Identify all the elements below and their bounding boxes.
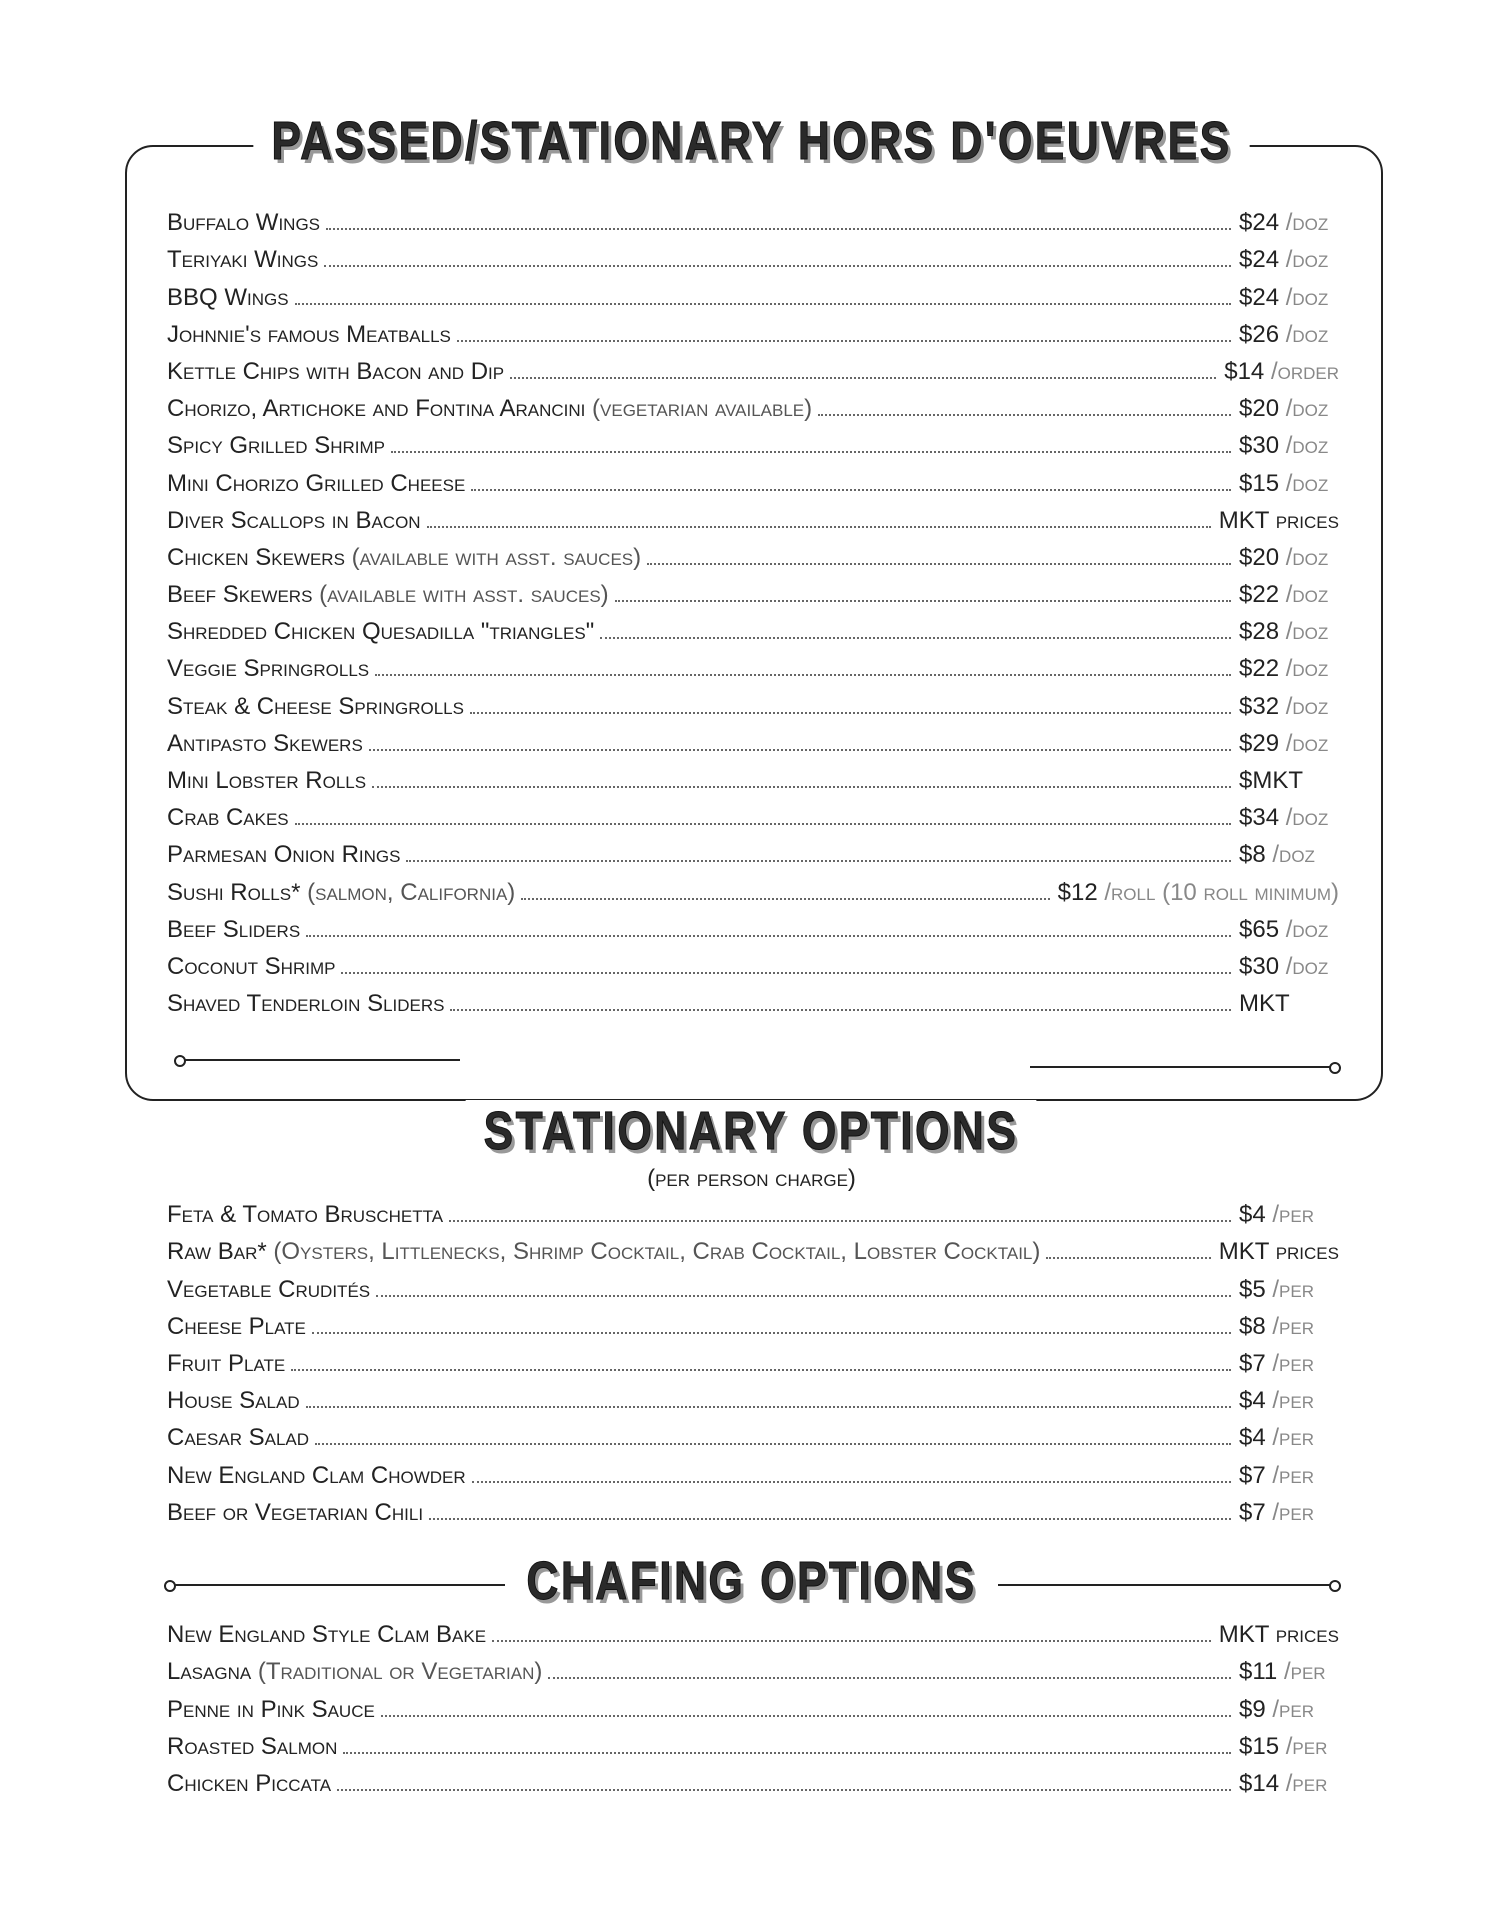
- item-name-text: BBQ Wings: [167, 283, 289, 311]
- price-unit: /doz: [1285, 804, 1329, 832]
- item-name: [167, 916, 300, 944]
- price-value: $65: [1239, 915, 1280, 943]
- item-name-text: Coconut Shrimp: [167, 952, 336, 980]
- stationary-title-wrap: [0, 1100, 1503, 1162]
- item-name-text: Roasted Salmon: [167, 1732, 338, 1760]
- item-price: [1239, 1276, 1339, 1304]
- menu-item: [167, 200, 1339, 237]
- menu-item: [167, 535, 1339, 572]
- item-name-text: Vegetable Crudités: [167, 1275, 371, 1303]
- item-note: (Traditional or Vegetarian): [257, 1658, 543, 1686]
- item-name-text: Spicy Grilled Shrimp: [167, 432, 385, 460]
- item-price: [1239, 1770, 1339, 1798]
- dot-leader: [647, 563, 1231, 565]
- price-unit: /per: [1272, 1461, 1314, 1489]
- hors-list: [167, 200, 1339, 1018]
- item-name: [167, 879, 515, 907]
- item-name-text: Chicken Skewers: [167, 543, 345, 571]
- chafing-list: [167, 1612, 1339, 1798]
- menu-item: [167, 349, 1339, 386]
- item-name-text: Beef or Vegetarian Chili: [167, 1498, 424, 1526]
- item-note: (Oysters, Littlenecks, Shrimp Cocktail, Crab Cocktail, Lobster Cocktail): [273, 1238, 1041, 1266]
- item-price: [1239, 470, 1339, 498]
- price-value: $14: [1239, 1769, 1280, 1797]
- item-name-text: Johnnie's famous Meatballs: [167, 320, 451, 348]
- item-name: [167, 321, 451, 349]
- stationary-list: [167, 1192, 1339, 1527]
- price-unit: /doz: [1285, 432, 1329, 460]
- item-name-text: Chicken Piccata: [167, 1769, 332, 1797]
- price-value: $8: [1239, 1312, 1266, 1340]
- dot-leader: [306, 935, 1231, 937]
- price-unit: /doz: [1285, 655, 1329, 683]
- price-unit: /per: [1272, 1498, 1314, 1526]
- item-name-text: New England Style Clam Bake: [167, 1621, 487, 1649]
- item-name: [167, 1658, 542, 1686]
- dot-leader: [492, 1640, 1211, 1642]
- item-price: [1239, 1350, 1339, 1378]
- menu-item: [167, 869, 1339, 906]
- price-value: MKT: [1239, 990, 1290, 1018]
- item-price: [1239, 284, 1339, 312]
- price-unit: /per: [1272, 1275, 1314, 1303]
- item-name: [167, 432, 385, 460]
- item-name-text: Veggie Springrolls: [167, 655, 370, 683]
- flourish-divider: [1030, 1066, 1335, 1068]
- price-unit: /per: [1285, 1732, 1328, 1760]
- section-title-hors: PASSED/STATIONARY HORS D'OEUVRES: [253, 110, 1249, 172]
- price-value: $MKT: [1239, 767, 1304, 794]
- flourish-divider: [180, 1059, 460, 1061]
- item-price: [1239, 432, 1339, 460]
- price-value: $14: [1224, 357, 1265, 385]
- dot-leader: [615, 600, 1231, 602]
- dot-leader: [372, 786, 1231, 788]
- menu-item: [167, 1761, 1339, 1798]
- item-name: [167, 1621, 486, 1649]
- item-name: [167, 507, 421, 535]
- dot-leader: [548, 1677, 1231, 1679]
- price-unit: /doz: [1272, 841, 1315, 869]
- menu-item: [167, 1304, 1339, 1341]
- item-price: [1239, 1313, 1339, 1341]
- menu-item: [167, 832, 1339, 869]
- menu-item: [167, 1490, 1339, 1527]
- item-price: [1239, 1387, 1339, 1415]
- item-price: [1239, 209, 1339, 237]
- item-name-text: Beef Sliders: [167, 915, 301, 943]
- item-price: [1239, 246, 1339, 274]
- menu-item: [167, 795, 1339, 832]
- item-price: [1239, 395, 1339, 423]
- price-unit: /per: [1272, 1695, 1314, 1723]
- item-price: [1224, 358, 1339, 386]
- item-name: [167, 1387, 300, 1415]
- menu-item: [167, 1266, 1339, 1303]
- item-note: (available with asst. sauces): [319, 581, 609, 609]
- dot-leader: [343, 1752, 1231, 1754]
- menu-item: [167, 1378, 1339, 1415]
- price-unit: /per: [1285, 1769, 1328, 1797]
- price-value: $24: [1239, 283, 1280, 311]
- price-unit: /per: [1272, 1349, 1314, 1377]
- price-value: $15: [1239, 469, 1280, 497]
- price-unit: /doz: [1285, 395, 1329, 423]
- menu-item: [167, 907, 1339, 944]
- item-price: [1239, 618, 1339, 646]
- item-name-text: Antipasto Skewers: [167, 729, 363, 757]
- dot-leader: [470, 712, 1231, 714]
- item-price: [1239, 730, 1339, 758]
- price-unit: /doz: [1285, 320, 1329, 348]
- item-name: [167, 804, 289, 832]
- item-name-text: Feta & Tomato Bruschetta: [167, 1201, 444, 1229]
- menu-item: [167, 1649, 1339, 1686]
- menu-item: [167, 944, 1339, 981]
- item-name: [167, 544, 641, 572]
- price-unit: /doz: [1285, 543, 1329, 571]
- item-name: [167, 1201, 443, 1229]
- item-name: [167, 358, 504, 386]
- item-name: [167, 1499, 423, 1527]
- menu-item: [167, 312, 1339, 349]
- price-value: $26: [1239, 320, 1280, 348]
- menu-item: [167, 1686, 1339, 1723]
- item-price: [1239, 1733, 1339, 1761]
- item-name: [167, 1350, 285, 1378]
- chafing-title-wrap: [0, 1550, 1503, 1612]
- price-unit: /order: [1270, 357, 1339, 385]
- item-price: [1239, 1499, 1339, 1527]
- menu-item: [167, 1341, 1339, 1378]
- price-value: $34: [1239, 804, 1280, 832]
- item-name-text: Buffalo Wings: [167, 209, 321, 237]
- item-price: [1239, 581, 1339, 609]
- menu-item: [167, 460, 1339, 497]
- price-value: $4: [1239, 1424, 1266, 1452]
- item-price: [1239, 1658, 1339, 1686]
- item-price: [1239, 1462, 1339, 1490]
- item-name-text: New England Clam Chowder: [167, 1461, 466, 1489]
- item-price: [1239, 693, 1339, 721]
- menu-item: [167, 386, 1339, 423]
- item-price: [1239, 841, 1339, 869]
- stationary-subtitle: (per person charge): [647, 1165, 856, 1192]
- price-unit: /doz: [1285, 246, 1329, 274]
- dot-leader: [375, 674, 1231, 676]
- item-name-text: Parmesan Onion Rings: [167, 841, 401, 869]
- item-name: [167, 1313, 306, 1341]
- dot-leader: [376, 1295, 1231, 1297]
- item-name: [167, 655, 369, 683]
- dot-leader: [427, 526, 1211, 528]
- item-name: [167, 470, 465, 498]
- dot-leader: [521, 898, 1049, 900]
- price-value: $28: [1239, 618, 1280, 646]
- menu-item: [167, 1724, 1339, 1761]
- menu-item: [167, 1452, 1339, 1489]
- price-unit: /doz: [1285, 618, 1329, 646]
- item-name-text: Teriyaki Wings: [167, 246, 319, 274]
- item-name: [167, 730, 363, 758]
- item-name: [167, 1696, 375, 1724]
- dot-leader: [1046, 1257, 1210, 1259]
- menu-item: [167, 1229, 1339, 1266]
- dot-leader: [391, 451, 1231, 453]
- dot-leader: [291, 1369, 1231, 1371]
- price-value: $24: [1239, 209, 1280, 237]
- dot-leader: [326, 228, 1231, 230]
- price-value: $7: [1239, 1498, 1266, 1526]
- item-name-text: Beef Skewers: [167, 581, 313, 609]
- item-price: [1239, 544, 1339, 572]
- price-value: $9: [1239, 1695, 1266, 1723]
- price-unit: /per: [1272, 1387, 1314, 1415]
- dot-leader: [600, 637, 1231, 639]
- item-price: [1239, 1696, 1339, 1724]
- dot-leader: [324, 265, 1231, 267]
- item-name-text: Fruit Plate: [167, 1349, 286, 1377]
- item-name-text: Raw Bar*: [167, 1238, 267, 1266]
- item-name-text: Mini Chorizo Grilled Cheese: [167, 469, 466, 497]
- price-value: $22: [1239, 655, 1280, 683]
- price-value: $4: [1239, 1201, 1266, 1229]
- item-name: [167, 395, 812, 423]
- item-price: [1058, 879, 1339, 907]
- item-name: [167, 841, 400, 869]
- item-price: [1239, 321, 1339, 349]
- item-name-text: House Salad: [167, 1387, 300, 1415]
- menu-item: [167, 758, 1339, 795]
- dot-leader: [315, 1443, 1231, 1445]
- item-name: [167, 953, 335, 981]
- item-name-text: Sushi Rolls*: [167, 878, 301, 906]
- price-value: $5: [1239, 1275, 1266, 1303]
- item-price: [1239, 1201, 1339, 1229]
- item-price: [1219, 1238, 1339, 1266]
- item-name-text: Shaved Tenderloin Sliders: [167, 990, 445, 1018]
- price-value: $29: [1239, 729, 1280, 757]
- menu-item: [167, 498, 1339, 535]
- menu-item: [167, 981, 1339, 1018]
- item-name-text: Caesar Salad: [167, 1424, 310, 1452]
- menu-item: [167, 572, 1339, 609]
- item-note: (vegetarian available): [592, 395, 813, 423]
- item-name-text: Lasagna: [167, 1658, 252, 1686]
- item-name-text: Cheese Plate: [167, 1312, 306, 1340]
- item-note: (available with asst. sauces): [351, 543, 642, 571]
- price-value: $30: [1239, 432, 1280, 460]
- item-name: [167, 1424, 309, 1452]
- menu-item: [167, 237, 1339, 274]
- dot-leader: [381, 1715, 1231, 1717]
- item-name: [167, 581, 609, 609]
- price-value: $24: [1239, 246, 1280, 274]
- item-name-text: Chorizo, Artichoke and Fontina Arancini: [167, 395, 586, 423]
- dot-leader: [295, 303, 1231, 305]
- dot-leader: [369, 749, 1231, 751]
- price-unit: /roll (10 roll minimum): [1104, 878, 1339, 906]
- section-title-stationary: STATIONARY OPTIONS: [466, 1100, 1037, 1162]
- price-unit: /per: [1283, 1658, 1326, 1686]
- item-name-text: Mini Lobster Rolls: [167, 767, 367, 794]
- item-name: [167, 1462, 466, 1490]
- price-value: $7: [1239, 1461, 1266, 1489]
- price-value: $11: [1239, 1658, 1278, 1686]
- dot-leader: [449, 1220, 1231, 1222]
- price-unit: /per: [1272, 1312, 1314, 1340]
- dot-leader: [510, 377, 1216, 379]
- item-price: [1239, 916, 1339, 944]
- item-name: [167, 618, 594, 646]
- item-name: [167, 284, 289, 312]
- dot-leader: [406, 860, 1231, 862]
- price-unit: /doz: [1285, 283, 1329, 311]
- dot-leader: [450, 1009, 1231, 1011]
- price-unit: /per: [1272, 1424, 1314, 1452]
- dot-leader: [429, 1518, 1231, 1520]
- price-value: $22: [1239, 581, 1280, 609]
- item-price: [1239, 953, 1339, 981]
- menu-item: [167, 423, 1339, 460]
- price-value: $15: [1239, 1732, 1280, 1760]
- item-price: [1239, 804, 1339, 832]
- price-unit: /doz: [1285, 729, 1329, 757]
- menu-item: [167, 1415, 1339, 1452]
- dot-leader: [337, 1789, 1231, 1791]
- price-unit: /doz: [1285, 469, 1329, 497]
- dot-leader: [306, 1406, 1231, 1408]
- item-name: [167, 209, 320, 237]
- price-unit: /doz: [1285, 692, 1329, 720]
- dot-leader: [295, 823, 1231, 825]
- price-value: MKT prices: [1218, 506, 1339, 534]
- menu-item: [167, 609, 1339, 646]
- dot-leader: [312, 1332, 1231, 1334]
- price-value: MKT prices: [1218, 1621, 1339, 1649]
- price-value: $4: [1239, 1387, 1266, 1415]
- dot-leader: [341, 972, 1231, 974]
- price-unit: /doz: [1285, 581, 1329, 609]
- dot-leader: [457, 340, 1231, 342]
- price-unit: /per: [1272, 1201, 1314, 1229]
- item-name-text: Crab Cakes: [167, 804, 289, 832]
- item-name: [167, 693, 464, 721]
- dot-leader: [471, 489, 1231, 491]
- dot-leader: [818, 414, 1231, 416]
- item-name: [167, 246, 318, 274]
- price-value: $7: [1239, 1349, 1266, 1377]
- item-price: [1219, 1621, 1339, 1649]
- price-unit: /doz: [1285, 952, 1329, 980]
- menu-item: [167, 274, 1339, 311]
- dot-leader: [472, 1481, 1231, 1483]
- item-name: [167, 1733, 337, 1761]
- item-name-text: Diver Scallops in Bacon: [167, 506, 421, 534]
- price-value: $30: [1239, 952, 1280, 980]
- item-note: (salmon, California): [307, 878, 516, 906]
- item-price: [1239, 655, 1339, 683]
- hors-title-wrap: [0, 110, 1503, 172]
- price-value: $12: [1057, 878, 1098, 906]
- item-price: [1219, 507, 1339, 535]
- item-name: [167, 1770, 331, 1798]
- menu-item: [167, 1192, 1339, 1229]
- section-title-chafing: CHAFING OPTIONS: [508, 1550, 994, 1612]
- item-price: [1239, 767, 1339, 795]
- price-unit: /doz: [1285, 209, 1329, 237]
- price-value: $8: [1239, 841, 1266, 869]
- item-name-text: Kettle Chips with Bacon and Dip: [167, 357, 505, 385]
- menu-item: [167, 721, 1339, 758]
- item-name: [167, 990, 444, 1018]
- item-name-text: Shredded Chicken Quesadilla "triangles": [167, 618, 595, 646]
- menu-item: [167, 646, 1339, 683]
- price-unit: /doz: [1285, 915, 1329, 943]
- item-name: [167, 1238, 1040, 1266]
- item-name-text: Steak & Cheese Springrolls: [167, 692, 464, 720]
- item-price: [1239, 1424, 1339, 1452]
- item-name: [167, 1276, 370, 1304]
- price-value: $32: [1239, 692, 1280, 720]
- price-value: $20: [1239, 543, 1280, 571]
- menu-item: [167, 1612, 1339, 1649]
- price-value: MKT prices: [1218, 1238, 1339, 1266]
- item-name-text: Penne in Pink Sauce: [167, 1695, 375, 1723]
- price-value: $20: [1239, 395, 1280, 423]
- item-price: [1239, 990, 1339, 1018]
- menu-item: [167, 683, 1339, 720]
- item-name: [167, 767, 366, 795]
